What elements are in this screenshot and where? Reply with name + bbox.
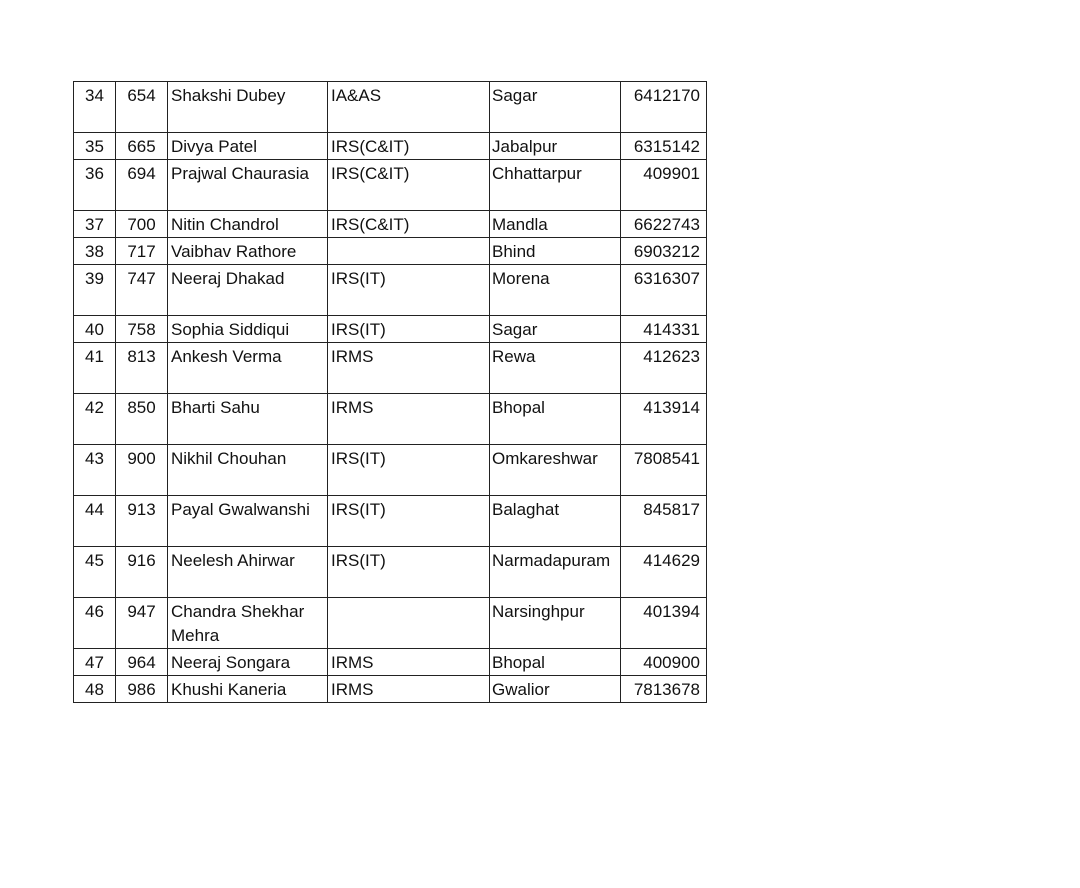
number-cell: 6315142 xyxy=(621,133,707,160)
table-row xyxy=(74,316,707,343)
name-cell: Sophia Siddiqui xyxy=(168,316,328,343)
place-cell: Narsinghpur xyxy=(490,598,621,649)
service-cell xyxy=(328,598,490,649)
name-cell: Neelesh Ahirwar xyxy=(168,547,328,598)
number-cell: 6412170 xyxy=(621,82,707,133)
rank-cell: 694 xyxy=(116,160,168,211)
table-row xyxy=(74,82,707,133)
name-cell: Chandra Shekhar Mehra xyxy=(168,598,328,649)
place-cell: Bhopal xyxy=(490,649,621,676)
table-row xyxy=(74,160,707,211)
table-row xyxy=(74,547,707,598)
serial-number-cell: 35 xyxy=(74,133,116,160)
place-cell: Mandla xyxy=(490,211,621,238)
name-cell: Nitin Chandrol xyxy=(168,211,328,238)
serial-number-cell: 44 xyxy=(74,496,116,547)
place-cell: Sagar xyxy=(490,316,621,343)
serial-number-cell: 45 xyxy=(74,547,116,598)
place-cell: Rewa xyxy=(490,343,621,394)
service-cell: IRS(C&IT) xyxy=(328,160,490,211)
serial-number-cell: 36 xyxy=(74,160,116,211)
number-cell: 6316307 xyxy=(621,265,707,316)
name-cell: Khushi Kaneria xyxy=(168,676,328,703)
rank-cell: 986 xyxy=(116,676,168,703)
number-cell: 414629 xyxy=(621,547,707,598)
rank-cell: 717 xyxy=(116,238,168,265)
number-cell: 845817 xyxy=(621,496,707,547)
rank-cell: 850 xyxy=(116,394,168,445)
place-cell: Chhattarpur xyxy=(490,160,621,211)
name-cell: Bharti Sahu xyxy=(168,394,328,445)
service-cell: IRS(IT) xyxy=(328,265,490,316)
name-cell: Vaibhav Rathore xyxy=(168,238,328,265)
serial-number-cell: 46 xyxy=(74,598,116,649)
service-cell: IRMS xyxy=(328,394,490,445)
number-cell: 409901 xyxy=(621,160,707,211)
table-row xyxy=(74,265,707,316)
serial-number-cell: 48 xyxy=(74,676,116,703)
place-cell: Morena xyxy=(490,265,621,316)
name-cell: Prajwal Chaurasia xyxy=(168,160,328,211)
serial-number-cell: 37 xyxy=(74,211,116,238)
table-body xyxy=(74,82,707,703)
name-cell: Payal Gwalwanshi xyxy=(168,496,328,547)
number-cell: 6903212 xyxy=(621,238,707,265)
service-cell: IRS(C&IT) xyxy=(328,211,490,238)
results-table xyxy=(73,81,707,703)
service-cell: IRMS xyxy=(328,649,490,676)
service-cell xyxy=(328,238,490,265)
rank-cell: 700 xyxy=(116,211,168,238)
number-cell: 412623 xyxy=(621,343,707,394)
number-cell: 413914 xyxy=(621,394,707,445)
serial-number-cell: 34 xyxy=(74,82,116,133)
name-cell: Neeraj Songara xyxy=(168,649,328,676)
table-row xyxy=(74,445,707,496)
table-row xyxy=(74,394,707,445)
service-cell: IRS(IT) xyxy=(328,547,490,598)
service-cell: IRMS xyxy=(328,343,490,394)
rank-cell: 947 xyxy=(116,598,168,649)
service-cell: IRS(IT) xyxy=(328,496,490,547)
number-cell: 414331 xyxy=(621,316,707,343)
name-cell: Divya Patel xyxy=(168,133,328,160)
rank-cell: 900 xyxy=(116,445,168,496)
place-cell: Balaghat xyxy=(490,496,621,547)
service-cell: IRS(IT) xyxy=(328,316,490,343)
rank-cell: 913 xyxy=(116,496,168,547)
name-cell: Shakshi Dubey xyxy=(168,82,328,133)
table-row xyxy=(74,496,707,547)
place-cell: Bhopal xyxy=(490,394,621,445)
rank-cell: 758 xyxy=(116,316,168,343)
number-cell: 7808541 xyxy=(621,445,707,496)
place-cell: Omkareshwar xyxy=(490,445,621,496)
serial-number-cell: 42 xyxy=(74,394,116,445)
table-row xyxy=(74,343,707,394)
serial-number-cell: 40 xyxy=(74,316,116,343)
serial-number-cell: 41 xyxy=(74,343,116,394)
rank-cell: 654 xyxy=(116,82,168,133)
serial-number-cell: 39 xyxy=(74,265,116,316)
table-row xyxy=(74,676,707,703)
table-row xyxy=(74,238,707,265)
number-cell: 400900 xyxy=(621,649,707,676)
service-cell: IRS(IT) xyxy=(328,445,490,496)
name-cell: Ankesh Verma xyxy=(168,343,328,394)
number-cell: 401394 xyxy=(621,598,707,649)
place-cell: Jabalpur xyxy=(490,133,621,160)
rank-cell: 813 xyxy=(116,343,168,394)
table-row xyxy=(74,649,707,676)
serial-number-cell: 38 xyxy=(74,238,116,265)
place-cell: Bhind xyxy=(490,238,621,265)
service-cell: IRS(C&IT) xyxy=(328,133,490,160)
place-cell: Narmadapuram xyxy=(490,547,621,598)
service-cell: IRMS xyxy=(328,676,490,703)
rank-cell: 665 xyxy=(116,133,168,160)
name-cell: Neeraj Dhakad xyxy=(168,265,328,316)
place-cell: Sagar xyxy=(490,82,621,133)
table-row xyxy=(74,133,707,160)
rank-cell: 916 xyxy=(116,547,168,598)
place-cell: Gwalior xyxy=(490,676,621,703)
table-row xyxy=(74,211,707,238)
service-cell: IA&AS xyxy=(328,82,490,133)
name-cell: Nikhil Chouhan xyxy=(168,445,328,496)
rank-cell: 747 xyxy=(116,265,168,316)
rank-cell: 964 xyxy=(116,649,168,676)
number-cell: 6622743 xyxy=(621,211,707,238)
number-cell: 7813678 xyxy=(621,676,707,703)
serial-number-cell: 47 xyxy=(74,649,116,676)
serial-number-cell: 43 xyxy=(74,445,116,496)
table-row xyxy=(74,598,707,649)
